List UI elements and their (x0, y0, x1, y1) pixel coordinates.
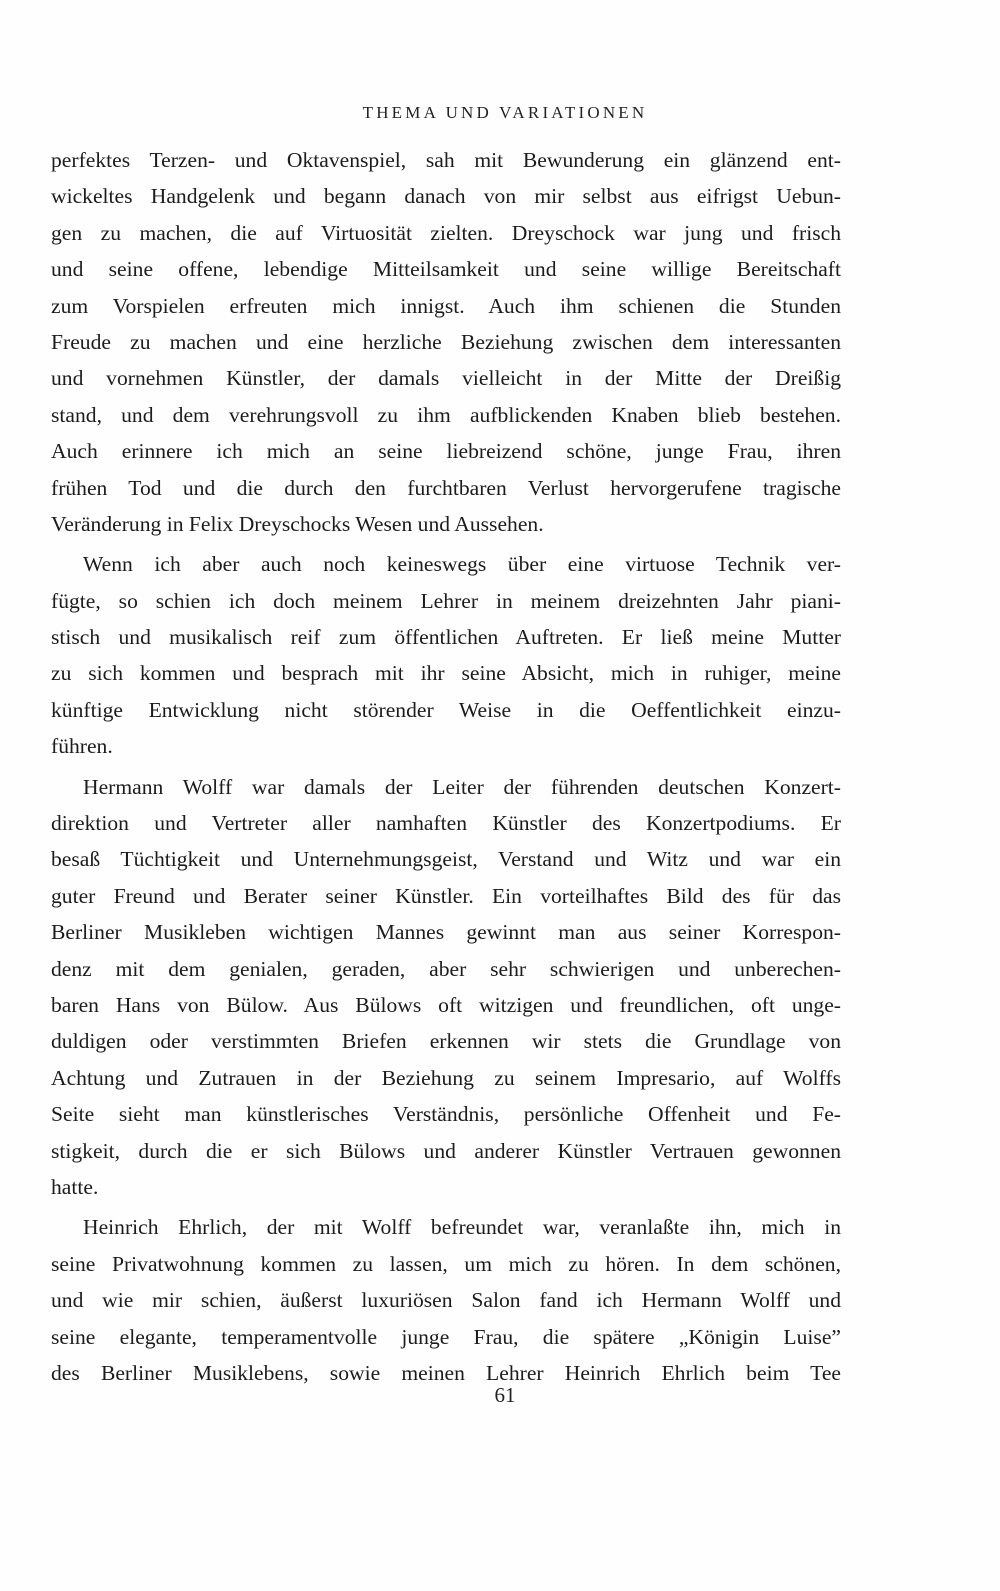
text-line: direktion und Vertreter aller namhaften Künstler des Konzertpodiums. Er (51, 811, 841, 836)
paragraph (51, 546, 841, 764)
text-line: Achtung und Zutrauen in der Beziehung zu seinem Impresario, auf Wolffs (51, 1065, 841, 1090)
text-line: Auch erinnere ich mich an seine liebreizend schöne, junge Frau, ihren (51, 439, 841, 464)
paragraph (51, 1209, 841, 1391)
body-text (51, 142, 841, 1391)
text-line: zum Vorspielen erfreuten mich innigst. Auch ihm schienen die Stunden (51, 293, 841, 318)
text-line: Heinrich Ehrlich, der mit Wolff befreundet war, veranlaßte ihn, mich in (83, 1215, 841, 1240)
text-line: seine Privatwohnung kommen zu lassen, um mich zu hören. In dem schönen, (51, 1251, 841, 1276)
text-line: Berliner Musikleben wichtigen Mannes gewinnt man aus seiner Korrespon- (51, 920, 841, 945)
text-line: duldigen oder verstimmten Briefen erkennen wir stets die Grundlage von (51, 1029, 841, 1054)
text-line: denz mit dem genialen, geraden, aber sehr schwierigen und unberechen- (51, 956, 841, 981)
text-line: hatte. (51, 1174, 99, 1199)
text-line: stigkeit, durch die er sich Bülows und anderer Künstler Vertrauen gewonnen (51, 1138, 841, 1163)
text-line: frühen Tod und die durch den furchtbaren Verlust hervorgerufene tragische (51, 475, 841, 500)
text-line: künftige Entwicklung nicht störender Weise in die Oeffentlichkeit einzu- (51, 697, 841, 722)
text-line: Wenn ich aber auch noch keineswegs über eine virtuose Technik ver- (83, 552, 841, 577)
text-line: Hermann Wolff war damals der Leiter der führenden deutschen Konzert- (83, 774, 841, 799)
text-line: gen zu machen, die auf Virtuosität zielten. Dreyschock war jung und frisch (51, 220, 841, 245)
text-line: fügte, so schien ich doch meinem Lehrer in meinem dreizehnten Jahr piani- (51, 588, 841, 613)
text-line: wickeltes Handgelenk und begann danach von mir selbst aus eifrigst Uebun- (51, 184, 841, 209)
text-line: guter Freund und Berater seiner Künstler. Ein vorteilhaftes Bild des für das (51, 883, 841, 908)
paragraph (51, 142, 841, 542)
text-line: seine elegante, temperamentvolle junge Frau, die spätere „Königin Luise” (51, 1324, 841, 1349)
text-line: führen. (51, 734, 113, 759)
text-line: besaß Tüchtigkeit und Unternehmungsgeist, Verstand und Witz und war ein (51, 847, 841, 872)
text-line: und seine offene, lebendige Mitteilsamkeit und seine willige Bereitschaft (51, 257, 841, 282)
text-line: Freude zu machen und eine herzliche Beziehung zwischen dem interessanten (51, 329, 841, 354)
text-line: und wie mir schien, äußerst luxuriösen Salon fand ich Hermann Wolff und (51, 1288, 841, 1313)
text-line: Seite sieht man künstlerisches Verständnis, persönliche Offenheit und Fe- (51, 1102, 841, 1127)
text-line: baren Hans von Bülow. Aus Bülows oft witzigen und freundlichen, oft unge- (51, 992, 841, 1017)
running-head: THEMA UND VARIATIONEN (362, 103, 648, 122)
text-line: stand, und dem verehrungsvoll zu ihm aufblickenden Knaben blieb bestehen. (51, 402, 841, 427)
text-line: zu sich kommen und besprach mit ihr seine Absicht, mich in ruhiger, meine (51, 661, 841, 686)
text-line: stisch und musikalisch reif zum öffentlichen Auftreten. Er ließ meine Mutter (51, 625, 841, 650)
text-line: und vornehmen Künstler, der damals vielleicht in der Mitte der Dreißig (51, 366, 841, 391)
text-line: perfektes Terzen- und Oktavenspiel, sah mit Bewunderung ein glänzend ent- (51, 148, 841, 172)
paragraph (51, 769, 841, 1206)
page-number: 61 (494, 1383, 516, 1407)
text-line: des Berliner Musiklebens, sowie meinen Lehrer Heinrich Ehrlich beim Tee (51, 1360, 841, 1385)
text-line: Veränderung in Felix Dreyschocks Wesen und Aussehen. (51, 511, 544, 536)
